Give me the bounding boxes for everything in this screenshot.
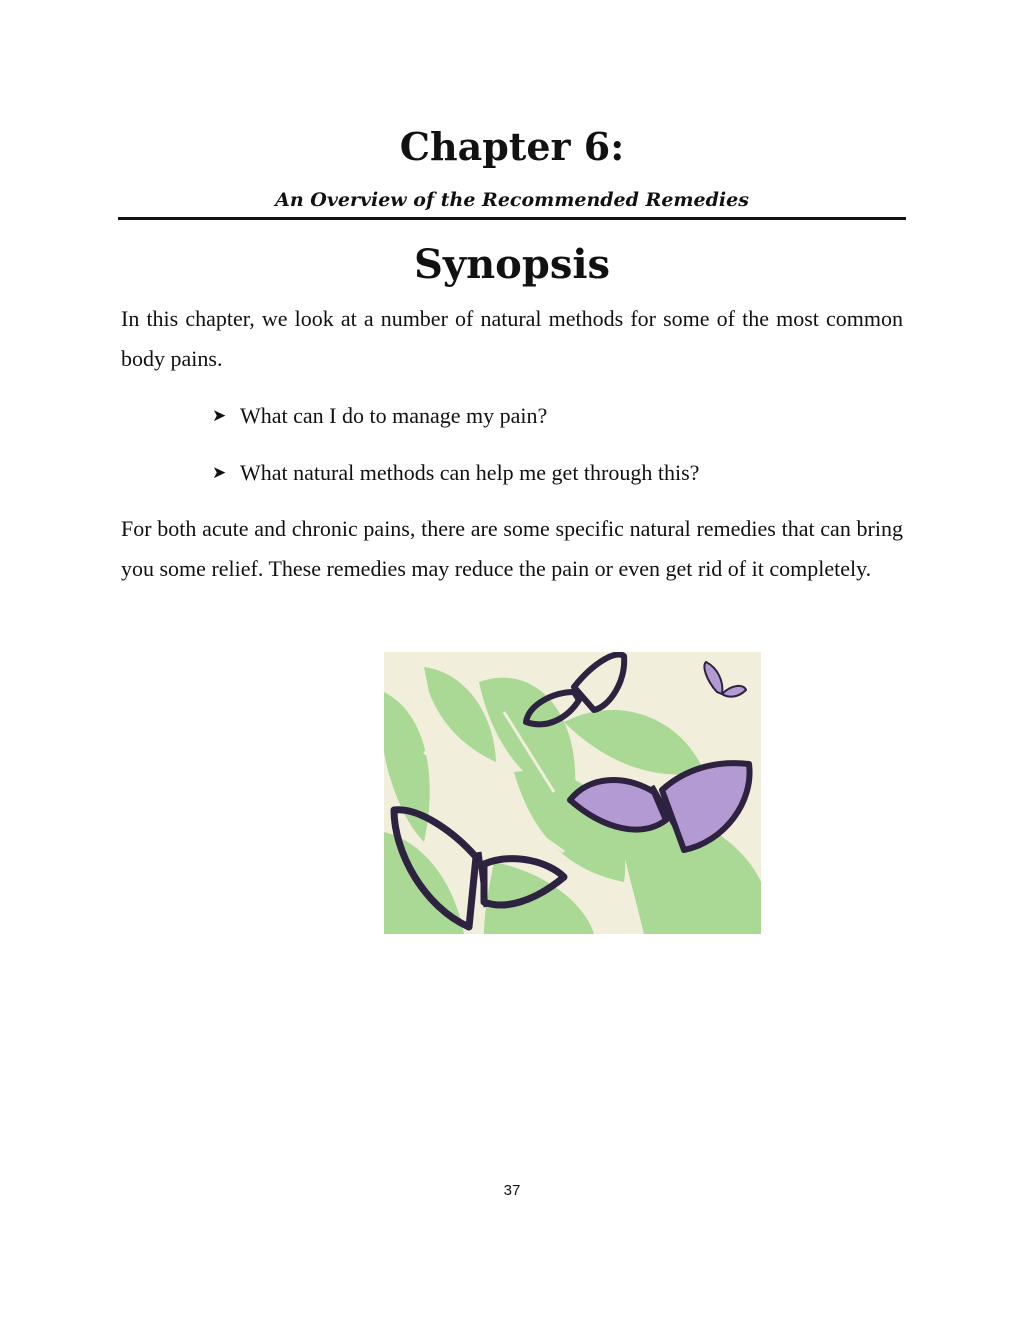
list-item — [212, 453, 699, 493]
arrowhead-bullet-icon: ➤ — [212, 463, 227, 482]
title-divider — [118, 217, 906, 220]
body-paragraph: For both acute and chronic pains, there are some specific natural remedies that can bring you some relief. These remedies may reduce the pain or even get rid of it completely. — [121, 516, 903, 581]
question-list — [212, 396, 699, 493]
list-item-text: What can I do to manage my pain? — [240, 403, 548, 428]
page-number: 37 — [503, 1182, 521, 1199]
list-item-text: What natural methods can help me get through this? — [240, 460, 700, 485]
list-item — [212, 396, 699, 436]
intro-paragraph: In this chapter, we look at a number of natural methods for some of the most common body pains. — [121, 306, 903, 371]
chapter-subtitle: An Overview of the Recommended Remedies — [275, 189, 749, 211]
butterflies-illustration — [384, 652, 761, 934]
arrowhead-bullet-icon: ➤ — [212, 406, 227, 425]
section-heading: Synopsis — [413, 241, 611, 288]
chapter-title: Chapter 6: — [399, 124, 625, 169]
